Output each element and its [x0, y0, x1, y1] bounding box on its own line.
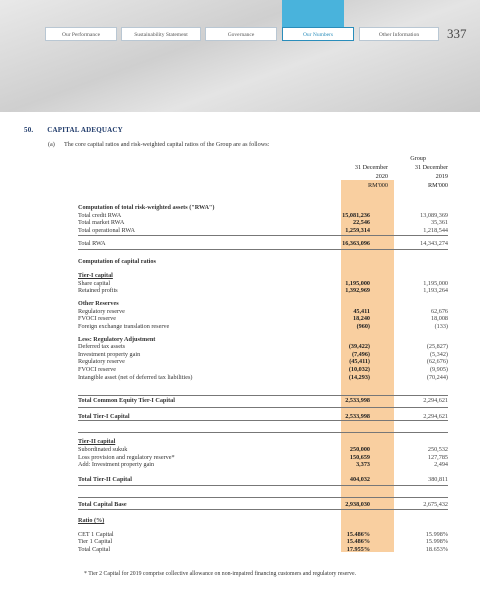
table-row [78, 438, 448, 446]
row-label: Total Capital [78, 546, 111, 553]
table-row [78, 219, 448, 227]
section-number: 50. [24, 126, 34, 134]
divider [78, 407, 448, 408]
col1-header-line3: RM'000 [367, 182, 388, 189]
row-label: Share capital [78, 280, 111, 287]
value-2020: (10,032) [348, 366, 370, 373]
table-row [78, 546, 448, 554]
col2-header-line2: 2019 [435, 173, 448, 180]
value-2020: 1,392,969 [345, 287, 370, 294]
col2-header-line3: RM'000 [427, 182, 448, 189]
value-2020: (960) [356, 323, 370, 330]
tab-our-performance[interactable]: Our Performance [45, 27, 117, 41]
divider [78, 235, 448, 236]
row-label: Intangible asset (net of deferred tax liabilities) [78, 374, 193, 381]
header-banner [0, 0, 480, 112]
value-2019: (25,827) [426, 343, 448, 350]
divider [78, 420, 448, 421]
row-label: Ratio (%) [78, 517, 105, 524]
value-2020: 2,533,998 [345, 397, 370, 404]
value-2019: 2,294,621 [423, 397, 448, 404]
value-2020: (7,496) [351, 351, 370, 358]
sub-description: The core capital ratios and risk-weighted capital ratios of the Group are as follows: [64, 141, 270, 148]
active-tab-accent [282, 0, 344, 28]
value-2019: (133) [434, 323, 448, 330]
value-2019: 1,193,264 [423, 287, 448, 294]
row-label: Foreign exchange translation reserve [78, 323, 170, 330]
row-label: Investment property gain [78, 351, 141, 358]
value-2019: (9,905) [429, 366, 448, 373]
row-label: Deferred tax assets [78, 343, 126, 350]
value-2020: 15.486% [346, 531, 370, 538]
divider [78, 249, 448, 250]
table-row [78, 446, 448, 454]
tab-sustainability-statement[interactable]: Sustainability Statement [121, 27, 201, 41]
table-row [78, 287, 448, 295]
row-label: FVOCI reserve [78, 366, 116, 373]
value-2020: 17.955% [346, 546, 370, 553]
table-row [78, 517, 448, 525]
row-label: Total Tier-I Capital [78, 413, 130, 420]
row-label: Computation of total risk-weighted assets ("RWA") [78, 204, 215, 211]
table-row [78, 538, 448, 546]
section-heading: CAPITAL ADEQUACY [47, 126, 123, 134]
table-row [78, 343, 448, 351]
value-2020: 2,938,030 [345, 501, 370, 508]
table-row [78, 315, 448, 323]
value-2020: 15,081,236 [342, 212, 370, 219]
value-2020: 250,000 [349, 446, 370, 453]
divider [78, 395, 448, 396]
divider [78, 509, 448, 510]
row-label: Tier-II capital [78, 438, 116, 445]
value-2020: 2,533,998 [345, 413, 370, 420]
value-2019: 13,089,369 [420, 212, 448, 219]
row-label: FVOCI reserve [78, 315, 116, 322]
value-2020: (45,411) [349, 358, 370, 365]
table-row [78, 240, 448, 248]
divider [78, 432, 448, 433]
table-row [78, 397, 448, 405]
value-2020: 1,195,000 [345, 280, 370, 287]
table-row [78, 272, 448, 280]
tab-other-information[interactable]: Other Information [359, 27, 439, 41]
value-2020: 16,363,096 [342, 240, 370, 247]
row-label: CET 1 Capital [78, 531, 114, 538]
table-row [78, 204, 448, 212]
value-2019: 35,361 [430, 219, 448, 226]
footnote: * Tier 2 Capital for 2019 comprise collective allowance on non-impaired financing customers and regulatory reserve. [84, 571, 357, 577]
value-2020: 18,240 [352, 315, 370, 322]
top-navigation [0, 27, 480, 41]
row-label: Total Common Equity Tier-I Capital [78, 397, 175, 404]
col2-header-line1: 31 December [414, 164, 448, 171]
table-row [78, 476, 448, 484]
table-row [78, 258, 448, 266]
table-row [78, 366, 448, 374]
row-label: Less: Regulatory Adjustment [78, 336, 156, 343]
row-label: Subordinated sukuk [78, 446, 128, 453]
value-2019: 250,532 [427, 446, 448, 453]
row-label: Other Reserves [78, 300, 119, 307]
table-row [78, 501, 448, 509]
table-row [78, 461, 448, 469]
value-2019: 1,218,544 [423, 227, 448, 234]
row-label: Total Capital Base [78, 501, 127, 508]
value-2019: 380,811 [428, 476, 448, 483]
table-row [78, 374, 448, 382]
row-label: Loss provision and regulatory reserve* [78, 454, 175, 461]
value-2019: 15.998% [425, 531, 448, 538]
value-2019: 2,494 [434, 461, 448, 468]
row-label: Regulatory reserve [78, 358, 125, 365]
value-2019: 2,675,432 [423, 501, 448, 508]
value-2020: 404,032 [349, 476, 370, 483]
value-2019: 127,785 [427, 454, 448, 461]
tab-governance[interactable]: Governance [205, 27, 277, 41]
row-label: Tier-I capital [78, 272, 113, 279]
value-2019: (62,676) [426, 358, 448, 365]
value-2019: (5,342) [429, 351, 448, 358]
value-2019: 15.998% [425, 538, 448, 545]
table-row [78, 227, 448, 235]
table-row [78, 323, 448, 331]
value-2020: 3,373 [356, 461, 370, 468]
sub-marker: (a) [48, 141, 55, 148]
value-2020: 150,659 [349, 454, 370, 461]
row-label: Total market RWA [78, 219, 125, 226]
tab-our-numbers[interactable]: Our Numbers [282, 27, 354, 41]
value-2020: 15.486% [346, 538, 370, 545]
row-label: Computation of capital ratios [78, 258, 156, 265]
value-2019: 2,294,621 [423, 413, 448, 420]
row-label: Retained profits [78, 287, 118, 294]
value-2019: 1,195,000 [423, 280, 448, 287]
col1-header-line2: 2020 [375, 173, 388, 180]
value-2020: 22,546 [352, 219, 370, 226]
value-2020: (14,293) [348, 374, 370, 381]
divider [78, 485, 448, 486]
col1-header-line1: 31 December [354, 164, 388, 171]
value-2019: 14,343,274 [420, 240, 448, 247]
value-2019: 18,008 [430, 315, 448, 322]
value-2019: 18.653% [425, 546, 448, 553]
value-2020: 45,411 [353, 308, 370, 315]
divider [78, 497, 448, 498]
row-label: Total Tier-II Capital [78, 476, 132, 483]
table-row [78, 300, 448, 308]
section-title [24, 126, 123, 134]
value-2019: 62,676 [430, 308, 448, 315]
row-label: Add: Investment property gain [78, 461, 155, 468]
row-label: Tier 1 Capital [78, 538, 113, 545]
value-2019: (70,244) [426, 374, 448, 381]
value-2020: 1,259,314 [345, 227, 370, 234]
value-2020: (39,422) [348, 343, 370, 350]
row-label: Total credit RWA [78, 212, 122, 219]
row-label: Total operational RWA [78, 227, 135, 234]
page-number: 337 [447, 26, 467, 41]
table-row [78, 358, 448, 366]
row-label: Total RWA [78, 240, 106, 247]
group-label: Group [410, 155, 426, 162]
row-label: Regulatory reserve [78, 308, 125, 315]
